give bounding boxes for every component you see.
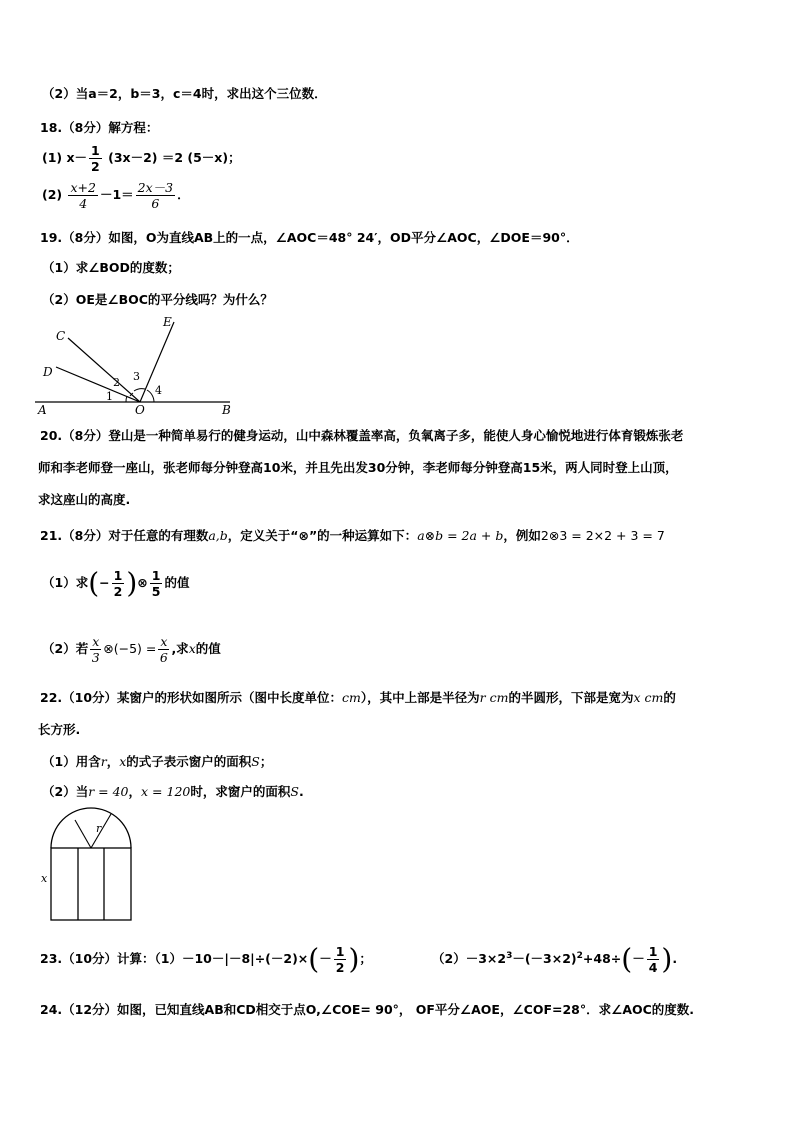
q18-p2-end: ．	[177, 187, 190, 202]
q22-part2	[42, 782, 304, 800]
fraction: $\frac{x+2}{4}$	[70, 180, 96, 211]
q20-line3: 求这座山的高度.	[38, 492, 131, 507]
label-E: E	[163, 315, 172, 329]
fraction: $\frac{1}{5}$	[151, 568, 161, 599]
fraction: $\frac{x}{6}$	[159, 634, 168, 665]
fraction: $\frac{1}{2}$	[113, 568, 123, 599]
q22-part2-S: S	[290, 784, 299, 799]
q22-part1-c: 的式子表示窗户的面积	[126, 754, 252, 769]
q22-window-figure	[38, 806, 138, 924]
fraction: $\frac{1}{2}$	[91, 143, 100, 174]
q23-part2: $(2)-3\times 2^3-(-3\times 2)^2+48\div(-$ $\frac{1}{4}$ ).	[432, 942, 678, 976]
q22-line2: 长方形.	[38, 722, 81, 737]
q22-unit: cm	[342, 690, 361, 705]
q22-part1-S: S	[251, 754, 260, 769]
q23-header: 23.（10分）计算：（1）－10－|－8|÷(－2)×	[40, 951, 309, 966]
q20-line2: 师和李老师登一座山，张老师每分钟登高10米，并且先出发30分钟，李老师每分钟登高15米，两人同时登上山顶，	[38, 460, 678, 475]
q22-part2-c: 时，求窗户的面积	[190, 784, 291, 799]
q21-header-mid: ，定义关于“⊗”的一种运算如下：	[227, 528, 418, 543]
q20-line1: 20.（8分）登山是一种简单易行的健身运动，山中森林覆盖率高，负氧离子多，能使人身心愉悦地进行体育锻炼张老	[40, 428, 684, 443]
angle-label-1: 1	[106, 390, 113, 403]
q21-p2-var: x	[188, 641, 196, 656]
q21-header-text: 21.（8分）对于任意的有理数	[40, 528, 209, 543]
q22-xcm: x cm	[633, 690, 664, 705]
label-A: A	[38, 403, 47, 417]
q22-line1-d: 的	[663, 690, 676, 705]
angle-label-2: 2	[113, 376, 120, 389]
q22-part2-d: .	[298, 784, 304, 799]
q22-part2-a: （2）当	[42, 784, 89, 799]
q21-example: 2⊗3 = 2×2 + 3 = 7	[540, 528, 665, 543]
q22-part2-r: r = 40	[88, 784, 129, 799]
q18-p1-rest: (3x－2) ＝2 (5－x)；	[108, 150, 241, 165]
q18-header: 18.（8分）解方程：	[40, 120, 159, 135]
q22-line1-b: ），其中上部是半径为	[360, 690, 480, 705]
q21-p2-label: （2）若	[42, 641, 89, 656]
q23-p2-mid: －(－3×2)	[512, 951, 577, 966]
q23-p2-end: .	[672, 951, 678, 966]
q18-p1-label: (1) x－	[42, 150, 88, 165]
q22-rcm: r cm	[479, 690, 509, 705]
q22-part1-x: x	[119, 754, 127, 769]
label-D: D	[43, 365, 53, 379]
q19-angle-figure	[30, 310, 250, 418]
q22-part1-d: ；	[259, 754, 273, 769]
angle-label-4: 4	[155, 384, 162, 397]
q23-p2-label: （2）－3×2	[432, 951, 507, 966]
q21-p2-end: ,求	[171, 641, 189, 656]
minus-sign: －	[319, 951, 332, 966]
otimes-operator: ⊗	[137, 575, 148, 590]
exponent: 2	[576, 950, 583, 961]
label-O: O	[135, 403, 145, 417]
q21-vars: a,b	[208, 528, 228, 543]
fraction: $\frac{x}{3}$	[91, 634, 100, 665]
q22-line1-a: 22.（10分）某窗户的形状如图所示（图中长度单位：	[40, 690, 343, 705]
q22-line1	[40, 688, 676, 706]
q22-part1	[42, 752, 272, 770]
minus-sign: −	[99, 575, 110, 590]
angle-label-3: 3	[133, 370, 140, 383]
label-r: r	[96, 822, 102, 835]
q21-part1: （1）求(− $\frac{1}{2}$ )⊗ $\frac{1}{5}$ 的值	[42, 566, 190, 600]
q21-header	[40, 526, 665, 544]
q23-p2-rest: +48÷	[582, 951, 622, 966]
q23-p1-end: ；	[359, 951, 372, 966]
q17-part2: （2）当a＝2，b＝3，c＝4时，求出这个三位数．	[42, 86, 327, 101]
fraction: $\frac{2x-3}{6}$	[137, 180, 174, 211]
q21-p1-end: 的值	[164, 575, 190, 590]
label-x: x	[41, 872, 48, 885]
q22-part1-r: r	[100, 754, 107, 769]
label-B: B	[222, 403, 231, 417]
q21-p1-label: （1）求	[42, 575, 89, 590]
q22-part1-b: ，	[106, 754, 120, 769]
q22-part2-b: ，	[128, 784, 142, 799]
q19-header: 19.（8分）如图，O为直线AB上的一点，∠AOC＝48° 24′，OD平分∠AOC，∠DOE＝90°．	[40, 230, 579, 245]
minus-sign: －	[632, 951, 645, 966]
q21-p2-end2: 的值	[195, 641, 221, 656]
q22-part2-x: x = 120	[141, 784, 191, 799]
q22-part1-a: （1）用含	[42, 754, 101, 769]
q19-part2: （2）OE是∠BOC的平分线吗？为什么？	[42, 292, 273, 307]
exponent: 3	[506, 950, 513, 961]
q18-p2-label: (2)	[42, 187, 63, 202]
q18-part2	[42, 180, 190, 211]
q19-part1: （1）求∠BOD的度数；	[42, 260, 180, 275]
q18-p2-mid: －1＝	[99, 187, 134, 202]
label-C: C	[56, 329, 66, 343]
fraction: $\frac{1}{4}$	[648, 944, 658, 975]
q18-part1	[42, 143, 241, 174]
q21-part2	[42, 634, 221, 665]
q21-p2-mid: ⊗(−5) =	[103, 641, 157, 656]
fraction: $\frac{1}{2}$	[335, 944, 345, 975]
q22-line1-c: 的半圆形，下部是宽为	[508, 690, 634, 705]
q21-def: a⊗b = 2a + b	[417, 528, 504, 543]
q23: 23.（10分）计算：（1）－10－|－8|÷(－2)×(－ $\frac{1}{2}$ )；	[40, 942, 372, 976]
q24-text: 24.（12分）如图，已知直线AB和CD相交于点O,∠COE= 90°， OF平分∠AOE，∠COF=28°．求∠AOC的度数.	[40, 1002, 695, 1017]
q21-example-text: ，例如	[503, 528, 541, 543]
